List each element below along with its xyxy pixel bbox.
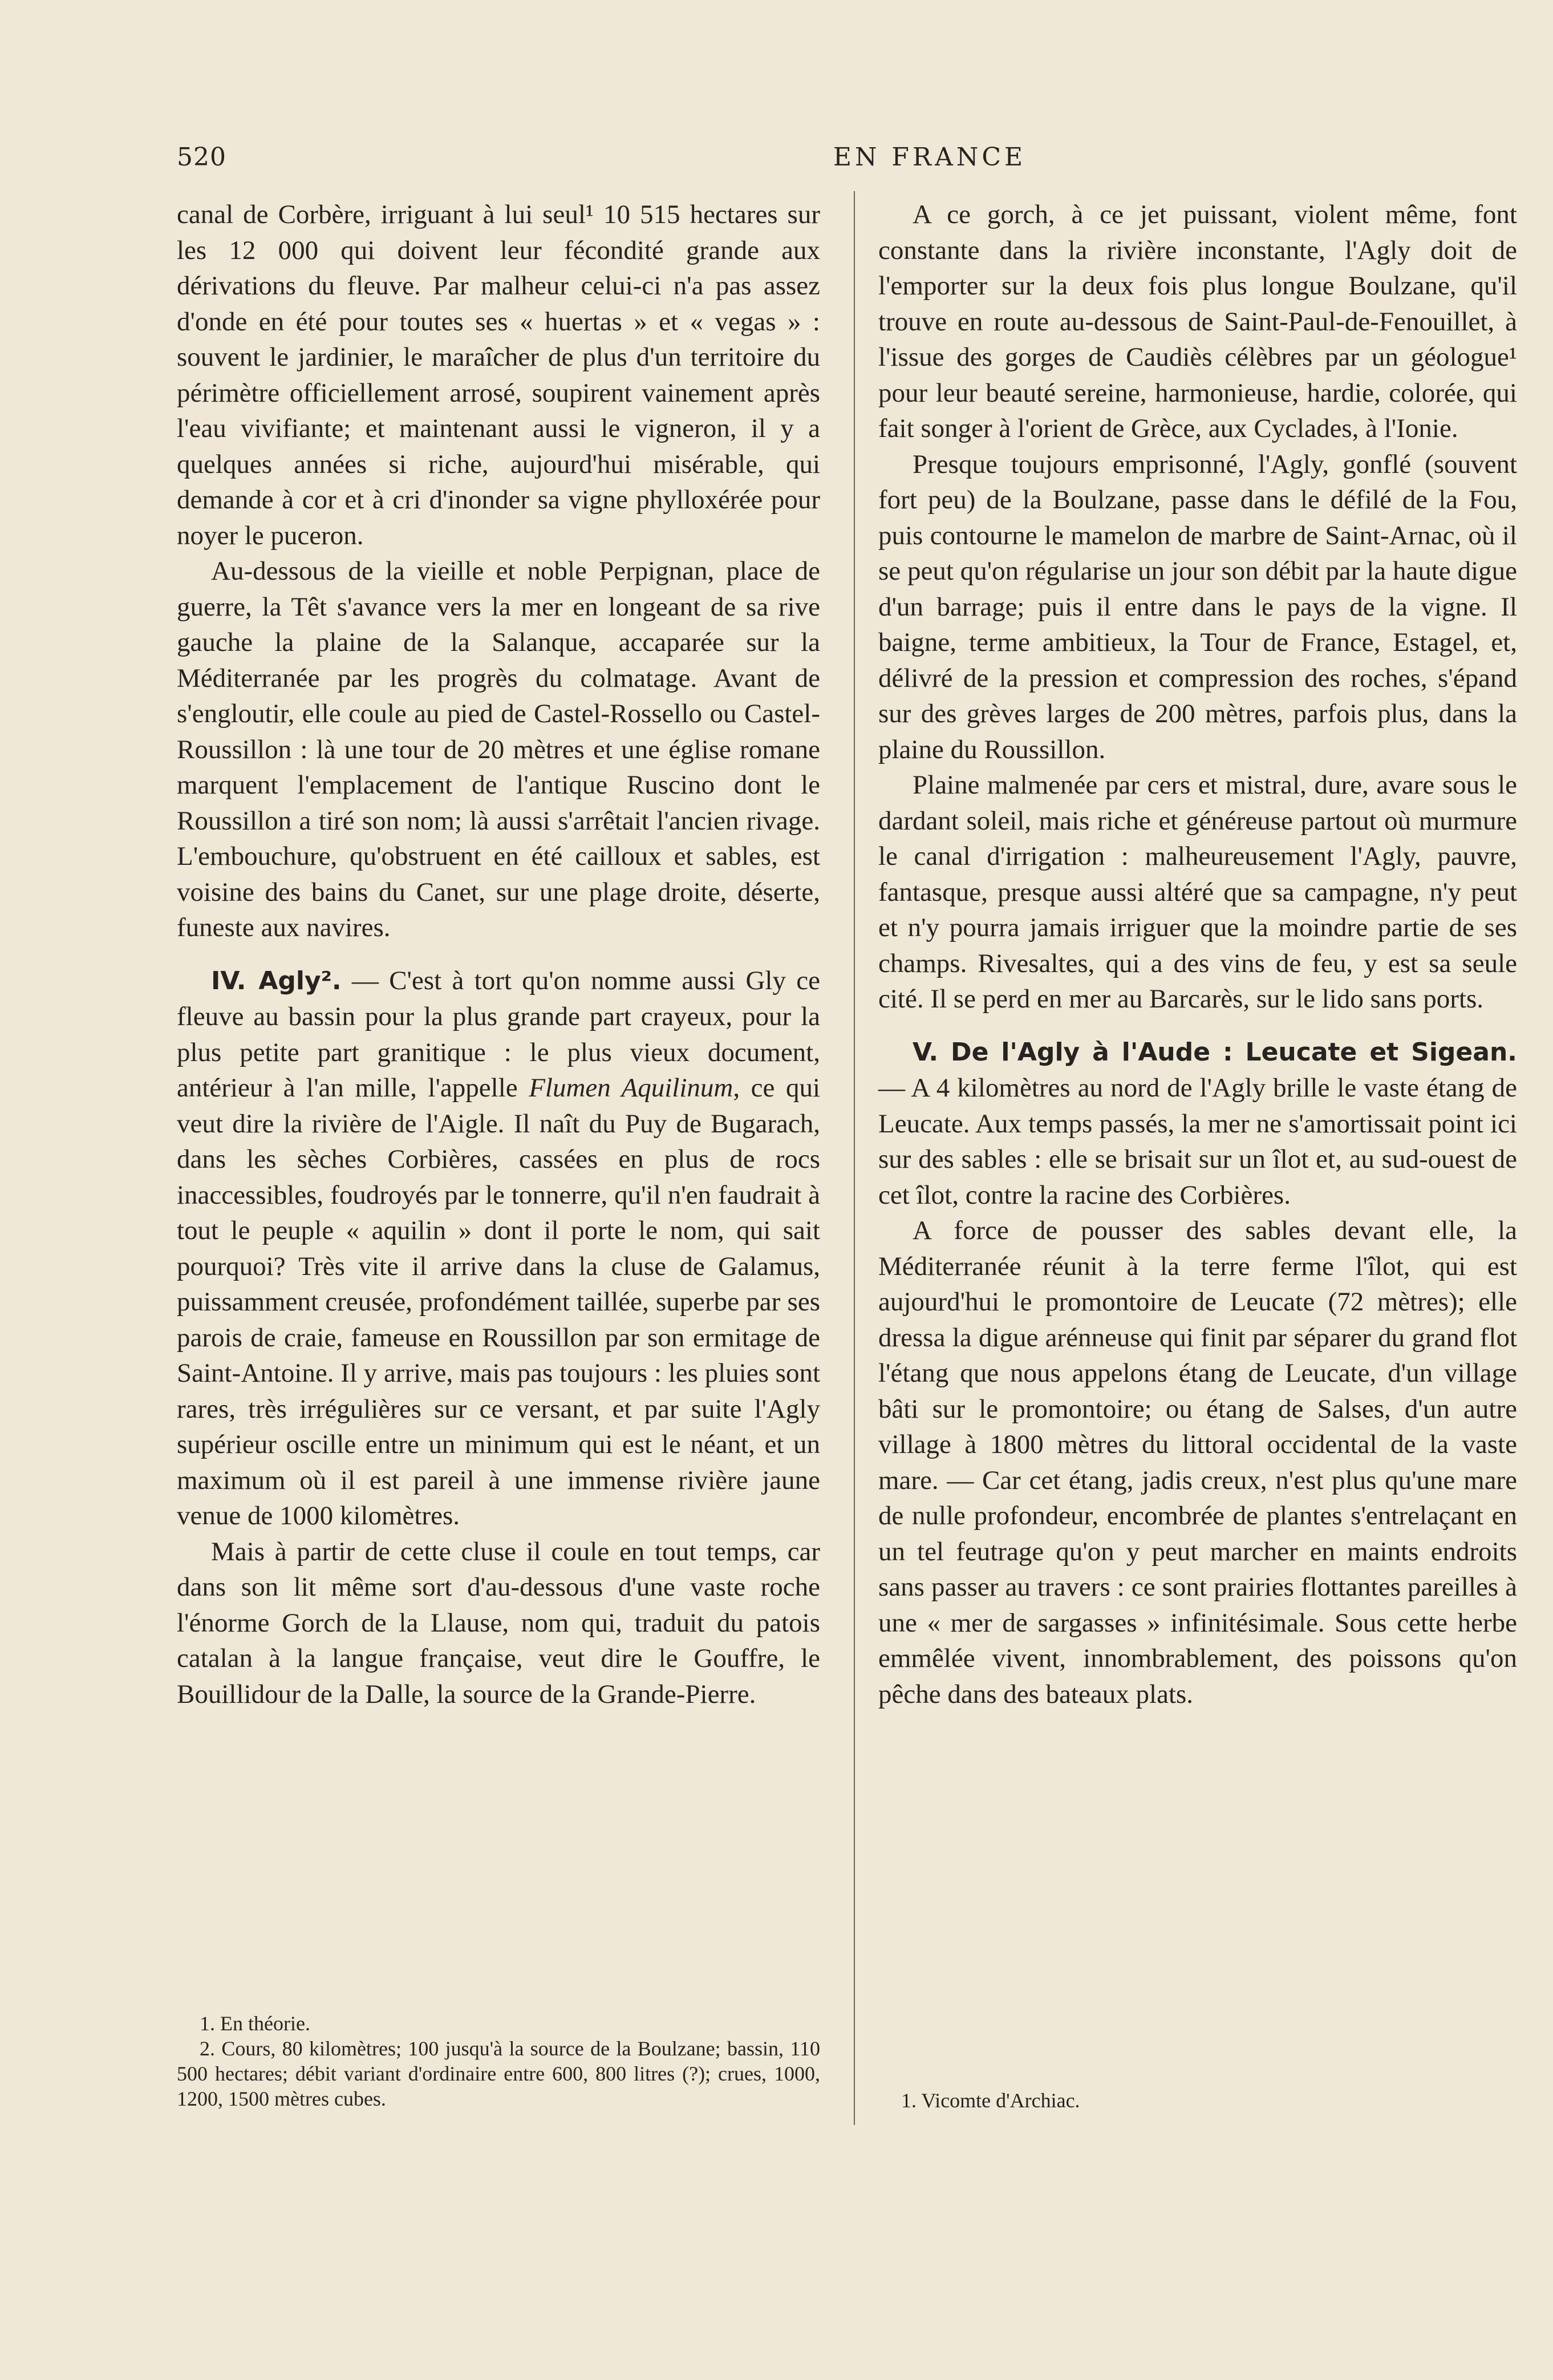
section-agly	[177, 963, 820, 1534]
section-heading: IV. Agly².	[211, 966, 342, 995]
paragraph: Mais à partir de cette cluse il coule en tout temps, car dans son lit même sort d'au-dessous d'une vaste roche l'énorme Gorch de la Llause, nom qui, traduit du patois catalan à la langue française, veut dire le Gouffre, le Bouillidour de la Dalle, la source de la Grande-Pierre.	[177, 1536, 820, 1709]
running-title: EN FRANCE	[833, 143, 1027, 172]
paragraph: Au-dessous de la vieille et noble Perpignan, place de guerre, la Têt s'avance vers la mer en longeant de sa rive gauche la plaine de la Salanque, accaparée sur la Méditerranée par les progrès du colmatage. Avant de s'engloutir, elle coule au pied de Castel-Rossello ou Castel-Roussillon : là une tour de 20 mètres et une église romane marquent l'emplacement de l'antique Ruscino dont le Roussillon a tiré son nom; là aussi s'arrêtait l'ancien rivage. L'embouchure, qu'obstruent en été cailloux et sables, est voisine des bains du Canet, sur une plage droite, déserte, funeste aux navires.	[177, 556, 820, 942]
paragraph-text: — A 4 kilomètres au nord de l'Agly brille le vaste étang de Leucate. Aux temps passés, la mer ne s'amortissait point ici sur des sables : elle se brisait sur un îlot et, au sud-ouest de cet îlot, contre la racine des Corbières.	[878, 1073, 1517, 1210]
right-column	[878, 197, 1517, 1712]
footnote: 2. Cours, 80 kilomètres; 100 jusqu'à la source de la Boulzane; bassin, 110 500 hectares; débit variant d'ordinaire entre 600, 800 litres (?); crues, 1000, 1200, 1500 mètres cubes.	[177, 2037, 820, 2110]
paragraph-text: — C'est à tort qu'on nomme aussi Gly ce fleuve au bassin pour la plus grande part crayeux, pour la plus petite part granitique : le plus vieux document, antérieur à l'an mille, l'appelle	[177, 965, 820, 1103]
paragraph: canal de Corbère, irriguant à lui seul¹ 10 515 hectares sur les 12 000 qui doivent leur fécondité grande aux dérivations du fleuve. Par malheur celui-ci n'a pas assez d'onde en été pour toutes ses « huertas » et « vegas » : souvent le jardinier, le maraîcher de plus d'un territoire du périmètre officiellement arrosé, soupirent vainement après l'eau vivifiante; et maintenant aussi le vigneron, il y a quelques années si riche, aujourd'hui misérable, qui demande à cor et à cri d'inonder sa vigne phylloxérée pour noyer le puceron.	[177, 200, 820, 551]
column-divider	[854, 191, 855, 2125]
paragraph: A force de pousser des sables devant elle, la Méditerranée réunit à la terre ferme l'îlot, qui est aujourd'hui le promontoire de Leucate (72 mètres); elle dressa la digue arénneuse qui finit par séparer du grand flot l'étang que nous appelons étang de Leucate, d'un village bâti sur le promontoire; ou étang de Salses, d'un autre village à 1800 mètres du littoral occidental de la vaste mare. — Car cet étang, jadis creux, n'est plus qu'une mare de nulle profondeur, encombrée de plantes s'entrelaçant en un tel feutrage qu'on y peut marcher en maints endroits sans passer au travers : ce sont prairies flottantes pareilles à une « mer de sargasses » infinitésimale. Sous cette herbe emmêlée vivent, innombrablement, des poissons qu'on pêche dans des bateaux plats.	[878, 1216, 1517, 1709]
latin-name: Flumen Aquilinum	[529, 1073, 733, 1103]
footnote: 1. En théorie.	[200, 2012, 310, 2035]
page-header	[177, 143, 1553, 183]
section-leucate	[878, 1034, 1517, 1213]
left-column	[177, 197, 820, 1712]
page-number: 520	[177, 143, 226, 172]
paragraph: Presque toujours emprisonné, l'Agly, gonflé (souvent fort peu) de la Boulzane, passe dans le défilé de la Fou, puis contourne le mamelon de marbre de Saint-Arnac, où il se peut qu'on régularise un jour son débit par la haute digue d'un barrage; puis il entre dans le pays de la vigne. Il baigne, terme ambitieux, la Tour de France, Estagel, et, délivré de la pression et compression des roches, s'épand sur des grèves larges de 200 mètres, parfois plus, dans la plaine du Roussillon.	[878, 449, 1517, 764]
paragraph: A ce gorch, à ce jet puissant, violent même, font constante dans la rivière inconstante, l'Agly doit de l'emporter sur la deux fois plus longue Boulzane, qu'il trouve en route au-dessous de Saint-Paul-de-Fenouillet, à l'issue des gorges de Caudiès célèbres par un géologue¹ pour leur beauté sereine, harmonieuse, hardie, colorée, qui fait songer à l'orient de Grèce, aux Cyclades, à l'Ionie.	[878, 200, 1517, 443]
section-heading: V. De l'Agly à l'Aude : Leucate et Sigean.	[913, 1037, 1517, 1067]
paragraph-text: , ce qui veut dire la rivière de l'Aigle. Il naît du Puy de Bugarach, dans les sèches Corbières, cassées en plus de rocs inaccessibles, foudroyés par le tonnerre, qu'il n'en faudrait à tout le peuple « aquilin » dont il porte le nom, qui sait pourquoi? Très vite il arrive dans la cluse de Galamus, puissamment creusée, profondément taillée, superbe par ses parois de craie, fameuse en Roussillon par son ermitage de Saint-Antoine. Il y arrive, mais pas toujours : les pluies sont rares, très irrégulières sur ce versant, et par suite l'Agly supérieur oscille entre un minimum qui est le néant, et un maximum où il est pareil à une immense rivière jaune venue de 1000 kilomètres.	[177, 1073, 821, 1531]
footnotes-left	[177, 2011, 820, 2111]
paragraph: Plaine malmenée par cers et mistral, dure, avare sous le dardant soleil, mais riche et généreuse partout où murmure le canal d'irrigation : malheureusement l'Agly, pauvre, fantasque, presque aussi altéré que sa campagne, n'y peut et n'y pourra jamais irriguer que la moindre partie de ses champs. Rivesaltes, qui a des vins de feu, y est sa seule cité. Il se perd en mer au Barcarès, sur le lido sans ports.	[878, 770, 1517, 1014]
footnote: 1. Vicomte d'Archiac.	[901, 2089, 1080, 2112]
footnotes-right	[878, 2088, 1517, 2113]
